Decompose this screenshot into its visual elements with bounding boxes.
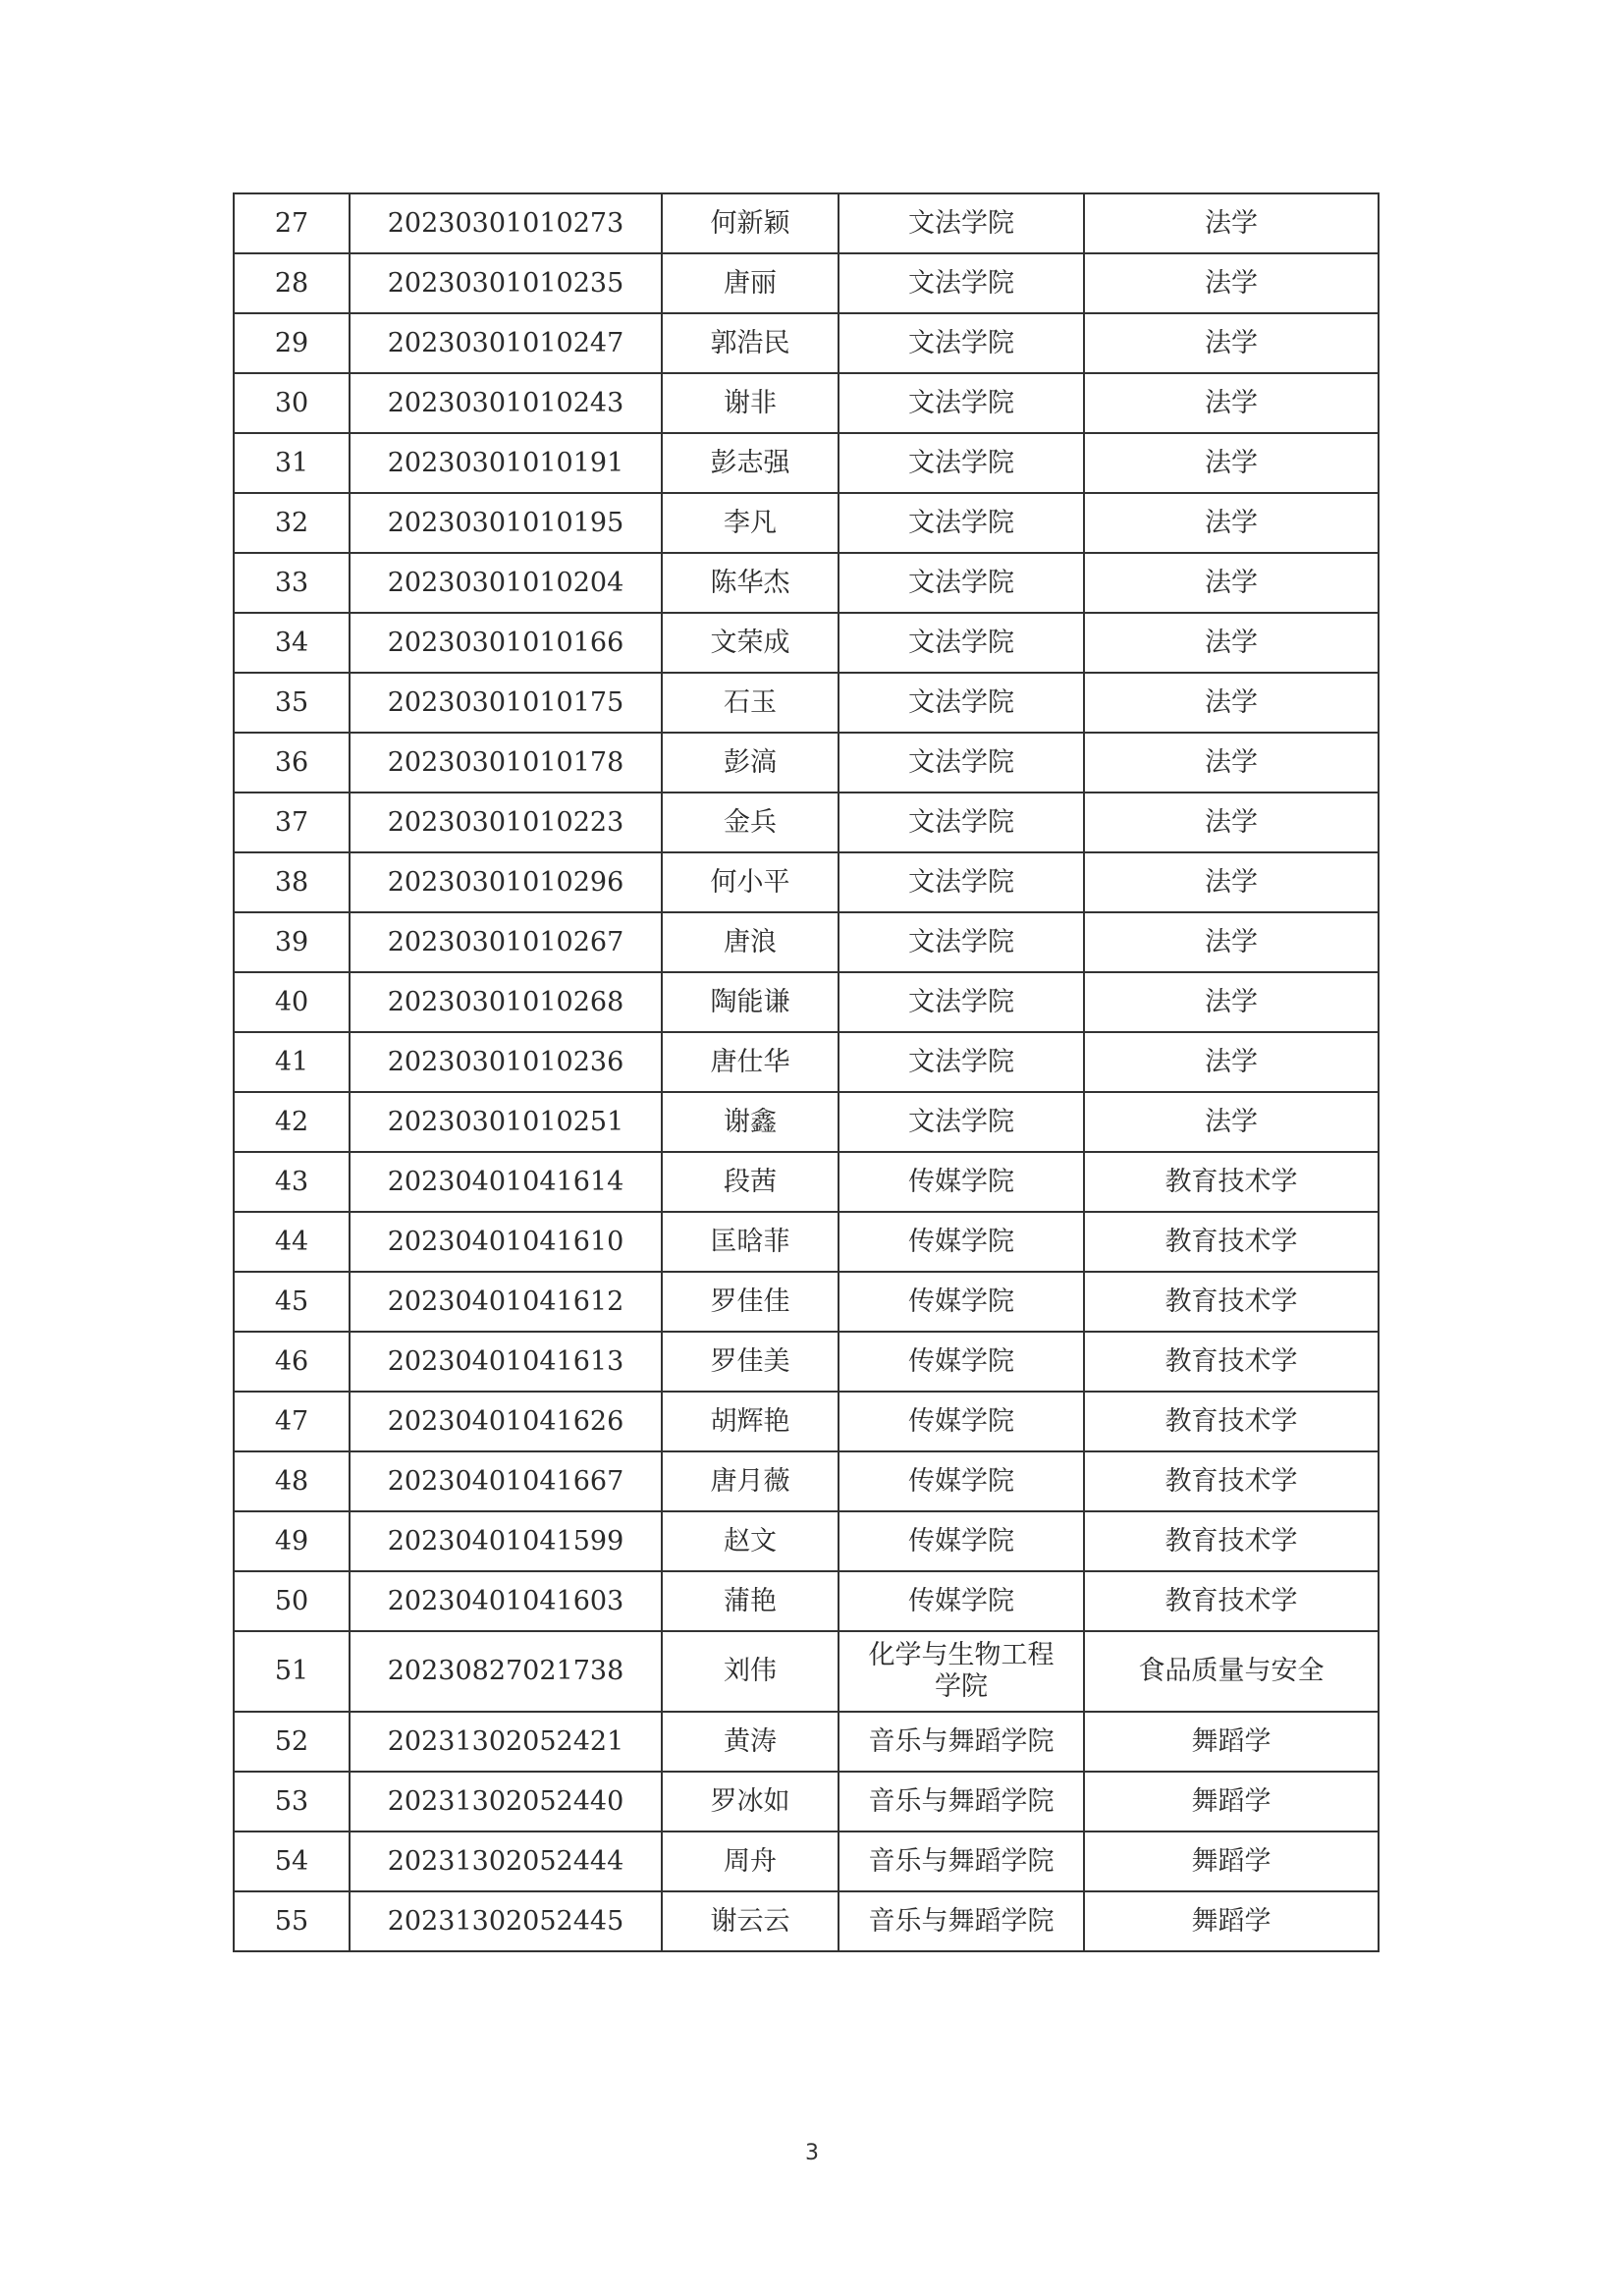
row-number-cell: 52 <box>234 1712 350 1772</box>
row-number-cell: 34 <box>234 613 350 673</box>
table-row <box>234 1272 1379 1332</box>
student-name-cell: 陈华杰 <box>662 553 839 613</box>
major-cell: 法学 <box>1084 373 1379 433</box>
row-number-cell: 29 <box>234 313 350 373</box>
row-number-cell: 48 <box>234 1451 350 1511</box>
major-cell: 教育技术学 <box>1084 1212 1379 1272</box>
college-cell: 文法学院 <box>839 313 1084 373</box>
student-id-cell: 20230401041614 <box>350 1152 662 1212</box>
major-cell: 教育技术学 <box>1084 1451 1379 1511</box>
student-name-cell: 彭志强 <box>662 433 839 493</box>
row-number-cell: 30 <box>234 373 350 433</box>
college-cell: 文法学院 <box>839 253 1084 313</box>
college-cell: 音乐与舞蹈学院 <box>839 1891 1084 1951</box>
student-id-cell: 20230401041612 <box>350 1272 662 1332</box>
college-cell: 传媒学院 <box>839 1571 1084 1631</box>
student-id-cell: 20230301010251 <box>350 1092 662 1152</box>
student-id-cell: 20230827021738 <box>350 1631 662 1712</box>
student-id-cell: 20231302052445 <box>350 1891 662 1951</box>
student-id-cell: 20230301010267 <box>350 912 662 972</box>
row-number-cell: 47 <box>234 1392 350 1451</box>
student-id-cell: 20230301010204 <box>350 553 662 613</box>
student-id-cell: 20230401041613 <box>350 1332 662 1392</box>
student-name-cell: 唐浪 <box>662 912 839 972</box>
student-name-cell: 匡晗菲 <box>662 1212 839 1272</box>
table-row <box>234 912 1379 972</box>
table-row <box>234 793 1379 852</box>
table-row <box>234 253 1379 313</box>
college-cell: 文法学院 <box>839 912 1084 972</box>
college-cell: 文法学院 <box>839 733 1084 793</box>
student-id-cell: 20230301010296 <box>350 852 662 912</box>
major-cell: 法学 <box>1084 193 1379 253</box>
student-name-cell: 何新颖 <box>662 193 839 253</box>
row-number-cell: 42 <box>234 1092 350 1152</box>
major-cell: 法学 <box>1084 433 1379 493</box>
table-row <box>234 1152 1379 1212</box>
college-line-1: 化学与生物工程 <box>868 1640 1055 1670</box>
student-id-cell: 20231302052444 <box>350 1831 662 1891</box>
student-id-cell: 20230401041667 <box>350 1451 662 1511</box>
student-name-cell: 罗佳美 <box>662 1332 839 1392</box>
table-row <box>234 1392 1379 1451</box>
row-number-cell: 44 <box>234 1212 350 1272</box>
table-row <box>234 673 1379 733</box>
student-name-cell: 黄涛 <box>662 1712 839 1772</box>
row-number-cell: 38 <box>234 852 350 912</box>
college-cell: 文法学院 <box>839 673 1084 733</box>
row-number-cell: 28 <box>234 253 350 313</box>
student-id-cell: 20230301010235 <box>350 253 662 313</box>
student-name-cell: 罗冰如 <box>662 1772 839 1831</box>
table-row <box>234 193 1379 253</box>
college-cell: 文法学院 <box>839 972 1084 1032</box>
student-name-cell: 周舟 <box>662 1831 839 1891</box>
student-id-cell: 20230301010175 <box>350 673 662 733</box>
college-cell: 传媒学院 <box>839 1332 1084 1392</box>
major-cell: 法学 <box>1084 1032 1379 1092</box>
major-cell: 教育技术学 <box>1084 1272 1379 1332</box>
major-cell: 法学 <box>1084 793 1379 852</box>
student-id-cell: 20230301010273 <box>350 193 662 253</box>
student-name-cell: 金兵 <box>662 793 839 852</box>
student-name-cell: 胡辉艳 <box>662 1392 839 1451</box>
student-id-cell: 20230301010178 <box>350 733 662 793</box>
table-row <box>234 553 1379 613</box>
student-name-cell: 文荣成 <box>662 613 839 673</box>
student-name-cell: 谢非 <box>662 373 839 433</box>
college-cell: 文法学院 <box>839 193 1084 253</box>
college-cell: 文法学院 <box>839 433 1084 493</box>
college-cell: 文法学院 <box>839 793 1084 852</box>
major-cell: 食品质量与安全 <box>1084 1631 1379 1712</box>
student-id-cell: 20230401041610 <box>350 1212 662 1272</box>
major-cell: 法学 <box>1084 673 1379 733</box>
college-cell: 音乐与舞蹈学院 <box>839 1772 1084 1831</box>
row-number-cell: 49 <box>234 1511 350 1571</box>
student-name-cell: 刘伟 <box>662 1631 839 1712</box>
student-name-cell: 李凡 <box>662 493 839 553</box>
major-cell: 舞蹈学 <box>1084 1891 1379 1951</box>
student-name-cell: 唐仕华 <box>662 1032 839 1092</box>
college-cell: 传媒学院 <box>839 1392 1084 1451</box>
student-name-cell: 段茜 <box>662 1152 839 1212</box>
row-number-cell: 41 <box>234 1032 350 1092</box>
major-cell: 舞蹈学 <box>1084 1772 1379 1831</box>
table-row <box>234 1571 1379 1631</box>
student-id-cell: 20230301010243 <box>350 373 662 433</box>
row-number-cell: 45 <box>234 1272 350 1332</box>
table-row <box>234 1891 1379 1951</box>
college-cell: 文法学院 <box>839 493 1084 553</box>
major-cell: 法学 <box>1084 313 1379 373</box>
major-cell: 法学 <box>1084 253 1379 313</box>
roster-table-body <box>234 193 1379 1951</box>
student-name-cell: 陶能谦 <box>662 972 839 1032</box>
student-id-cell: 20230301010166 <box>350 613 662 673</box>
table-row <box>234 613 1379 673</box>
row-number-cell: 31 <box>234 433 350 493</box>
college-cell: 传媒学院 <box>839 1272 1084 1332</box>
major-cell: 法学 <box>1084 1092 1379 1152</box>
college-cell: 传媒学院 <box>839 1212 1084 1272</box>
table-row <box>234 373 1379 433</box>
row-number-cell: 50 <box>234 1571 350 1631</box>
row-number-cell: 33 <box>234 553 350 613</box>
student-id-cell: 20230401041599 <box>350 1511 662 1571</box>
table-row <box>234 1451 1379 1511</box>
student-id-cell: 20231302052421 <box>350 1712 662 1772</box>
table-row <box>234 493 1379 553</box>
college-cell: 文法学院 <box>839 373 1084 433</box>
table-row <box>234 1511 1379 1571</box>
row-number-cell: 35 <box>234 673 350 733</box>
row-number-cell: 51 <box>234 1631 350 1712</box>
student-name-cell: 何小平 <box>662 852 839 912</box>
row-number-cell: 39 <box>234 912 350 972</box>
student-name-cell: 谢鑫 <box>662 1092 839 1152</box>
table-row <box>234 1712 1379 1772</box>
table-row <box>234 1772 1379 1831</box>
college-cell: 传媒学院 <box>839 1451 1084 1511</box>
major-cell: 教育技术学 <box>1084 1152 1379 1212</box>
student-id-cell: 20230301010223 <box>350 793 662 852</box>
student-name-cell: 罗佳佳 <box>662 1272 839 1332</box>
student-id-cell: 20230301010268 <box>350 972 662 1032</box>
major-cell: 法学 <box>1084 733 1379 793</box>
student-id-cell: 20230301010195 <box>350 493 662 553</box>
student-name-cell: 郭浩民 <box>662 313 839 373</box>
student-id-cell: 20230401041626 <box>350 1392 662 1451</box>
student-name-cell: 彭滈 <box>662 733 839 793</box>
page-number: 3 <box>805 2141 819 2165</box>
row-number-cell: 46 <box>234 1332 350 1392</box>
row-number-cell: 36 <box>234 733 350 793</box>
row-number-cell: 37 <box>234 793 350 852</box>
table-row <box>234 1092 1379 1152</box>
table-row <box>234 1631 1379 1712</box>
college-cell: 文法学院 <box>839 1092 1084 1152</box>
college-cell: 音乐与舞蹈学院 <box>839 1831 1084 1891</box>
student-id-cell: 20230301010191 <box>350 433 662 493</box>
college-cell: 文法学院 <box>839 613 1084 673</box>
student-roster-table <box>233 192 1380 1952</box>
major-cell: 法学 <box>1084 912 1379 972</box>
row-number-cell: 54 <box>234 1831 350 1891</box>
table-row <box>234 1831 1379 1891</box>
table-row <box>234 313 1379 373</box>
major-cell: 法学 <box>1084 553 1379 613</box>
row-number-cell: 55 <box>234 1891 350 1951</box>
student-id-cell: 20230301010247 <box>350 313 662 373</box>
major-cell: 法学 <box>1084 972 1379 1032</box>
student-id-cell: 20230401041603 <box>350 1571 662 1631</box>
major-cell: 教育技术学 <box>1084 1571 1379 1631</box>
student-name-cell: 石玉 <box>662 673 839 733</box>
college-cell: 文法学院 <box>839 852 1084 912</box>
college-cell: 音乐与舞蹈学院 <box>839 1712 1084 1772</box>
row-number-cell: 27 <box>234 193 350 253</box>
college-cell: 文法学院 <box>839 553 1084 613</box>
table-row <box>234 433 1379 493</box>
table-row <box>234 733 1379 793</box>
major-cell: 法学 <box>1084 493 1379 553</box>
student-name-cell: 唐月薇 <box>662 1451 839 1511</box>
college-cell <box>839 1631 1084 1712</box>
college-cell: 传媒学院 <box>839 1511 1084 1571</box>
college-line-2: 学院 <box>935 1671 988 1702</box>
student-id-cell: 20230301010236 <box>350 1032 662 1092</box>
student-name-cell: 唐丽 <box>662 253 839 313</box>
row-number-cell: 32 <box>234 493 350 553</box>
table-row <box>234 1032 1379 1092</box>
row-number-cell: 40 <box>234 972 350 1032</box>
major-cell: 法学 <box>1084 613 1379 673</box>
table-row <box>234 972 1379 1032</box>
table-row <box>234 1212 1379 1272</box>
major-cell: 舞蹈学 <box>1084 1712 1379 1772</box>
table-row <box>234 1332 1379 1392</box>
college-cell: 传媒学院 <box>839 1152 1084 1212</box>
student-name-cell: 赵文 <box>662 1511 839 1571</box>
row-number-cell: 53 <box>234 1772 350 1831</box>
student-name-cell: 蒲艳 <box>662 1571 839 1631</box>
student-name-cell: 谢云云 <box>662 1891 839 1951</box>
major-cell: 教育技术学 <box>1084 1332 1379 1392</box>
student-id-cell: 20231302052440 <box>350 1772 662 1831</box>
major-cell: 教育技术学 <box>1084 1392 1379 1451</box>
table-row <box>234 852 1379 912</box>
college-cell: 文法学院 <box>839 1032 1084 1092</box>
major-cell: 法学 <box>1084 852 1379 912</box>
row-number-cell: 43 <box>234 1152 350 1212</box>
major-cell: 舞蹈学 <box>1084 1831 1379 1891</box>
major-cell: 教育技术学 <box>1084 1511 1379 1571</box>
